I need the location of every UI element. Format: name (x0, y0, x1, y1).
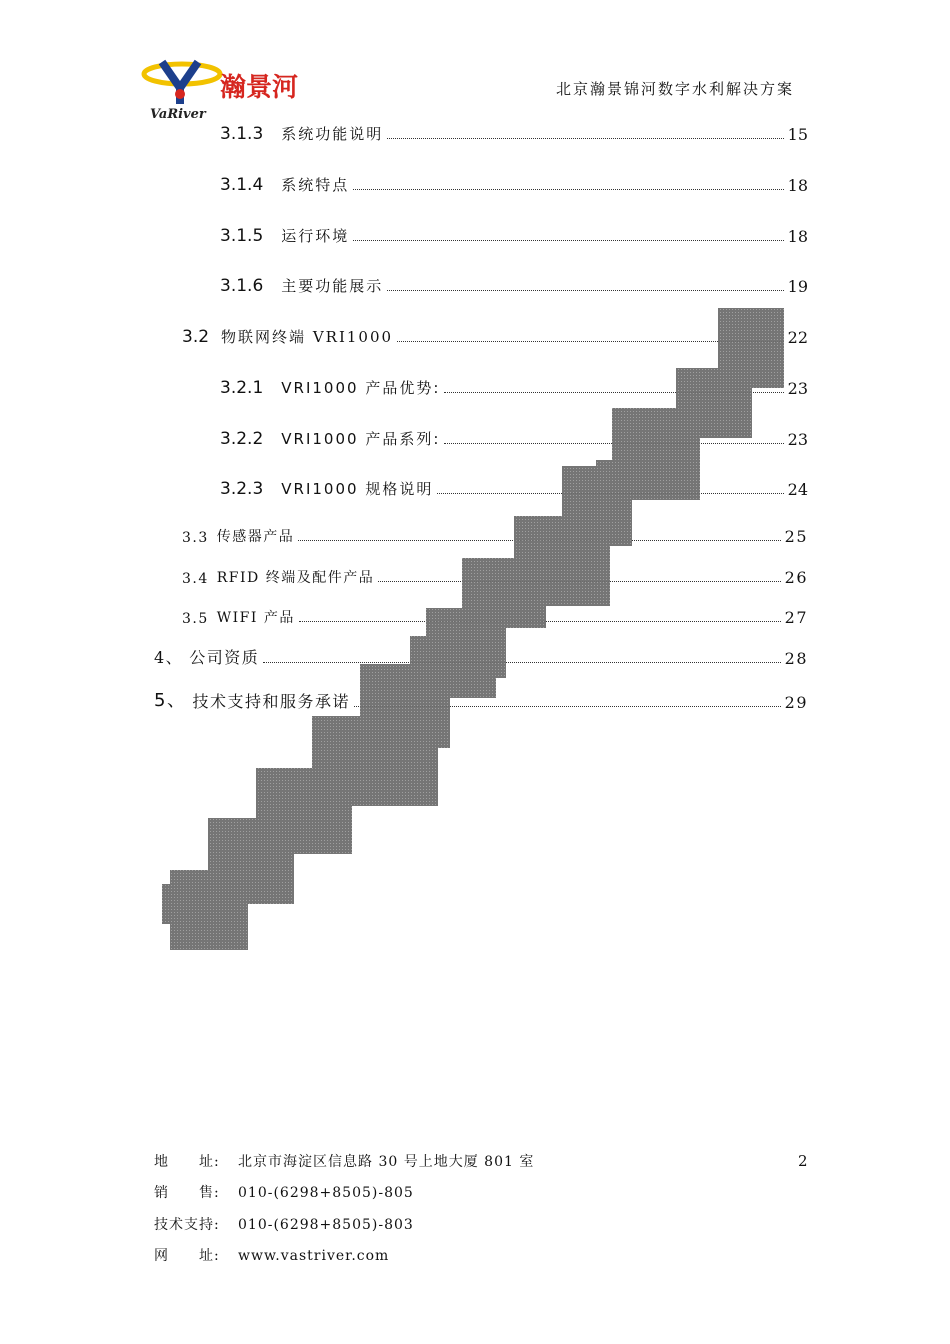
toc-page: 23 (787, 430, 808, 449)
toc-page: 26 (784, 568, 808, 587)
toc-number: 3.2.3 (220, 479, 264, 499)
toc-page: 28 (784, 649, 808, 668)
toc-leader (387, 289, 783, 291)
toc-title: VRI1000 规格说明 (281, 480, 434, 498)
toc-number: 4、 (154, 648, 184, 667)
toc-number: 3.4 (182, 571, 209, 587)
toc-leader (263, 661, 780, 663)
toc-leader (397, 340, 784, 342)
footer-support (154, 1214, 414, 1234)
toc-number: 3.1.6 (220, 276, 264, 296)
toc-number: 3.1.5 (220, 226, 264, 246)
toc-title: WIFI 产品 (216, 610, 295, 626)
toc-entry[interactable] (154, 686, 808, 712)
toc-title: VRI1000 产品系列: (281, 430, 441, 448)
toc-title: 技术支持和服务承诺 (192, 692, 350, 711)
toc-leader (387, 137, 783, 139)
toc-page: 19 (787, 277, 808, 296)
toc-number: 3.1.4 (220, 175, 264, 195)
toc-entry[interactable] (220, 118, 808, 144)
toc-title: 传感器产品 (216, 529, 295, 545)
toc-leader (437, 492, 783, 494)
logo-en-text: VaRiver (150, 107, 206, 122)
toc-page: 24 (787, 480, 808, 499)
footer-label: 销 售: (154, 1185, 220, 1201)
footer-address (154, 1151, 534, 1171)
page-number: 2 (798, 1152, 808, 1170)
footer-label: 地 址: (154, 1154, 220, 1170)
toc-page: 15 (787, 125, 808, 144)
toc-page: 22 (787, 328, 808, 347)
toc-title: 系统特点 (281, 176, 350, 194)
toc-entry[interactable] (220, 473, 808, 499)
company-logo (140, 58, 320, 122)
toc-leader (444, 442, 783, 444)
toc-title: RFID 终端及配件产品 (216, 570, 375, 586)
footer-value: 010-(6298+8505)-803 (238, 1217, 414, 1233)
toc-entry[interactable] (154, 642, 808, 668)
toc-number: 3.2.1 (220, 378, 264, 398)
toc-page: 29 (784, 693, 808, 712)
footer-label: 网 址: (154, 1248, 220, 1264)
toc-leader (444, 391, 783, 393)
toc-leader (353, 188, 783, 190)
toc-entry[interactable] (182, 321, 808, 347)
toc-number: 3.2 (182, 327, 210, 347)
toc-page: 27 (784, 608, 808, 627)
toc-number: 5、 (154, 690, 187, 711)
toc-leader (298, 539, 780, 541)
toc-title: 公司资质 (189, 648, 260, 667)
toc-entry[interactable] (182, 520, 808, 546)
toc-title: VRI1000 产品优势: (281, 379, 441, 397)
toc-leader (299, 620, 781, 622)
footer-label: 技术支持: (154, 1217, 220, 1233)
footer-value: 010-(6298+8505)-805 (238, 1185, 414, 1201)
toc-title: 物联网终端 VRI1000 (221, 328, 394, 346)
website-link[interactable]: www.vastriver.com (238, 1248, 390, 1264)
toc-entry[interactable] (220, 270, 808, 296)
footer-sales (154, 1182, 414, 1202)
toc-page: 23 (787, 379, 808, 398)
toc-number: 3.5 (182, 611, 209, 627)
toc-number: 3.3 (182, 530, 209, 546)
toc-page: 25 (784, 527, 808, 546)
footer-value: 北京市海淀区信息路 30 号上地大厦 801 室 (238, 1154, 535, 1170)
toc-entry[interactable] (220, 372, 808, 398)
toc-leader (378, 580, 780, 582)
toc-number: 3.2.2 (220, 429, 264, 449)
toc-number: 3.1.3 (220, 124, 264, 144)
toc-title: 运行环境 (281, 227, 350, 245)
toc-title: 主要功能展示 (281, 277, 384, 295)
toc-entry[interactable] (220, 169, 808, 195)
toc-page: 18 (787, 227, 808, 246)
toc-entry[interactable] (182, 601, 808, 627)
toc-entry[interactable] (220, 220, 808, 246)
toc-page: 18 (787, 176, 808, 195)
toc-entry[interactable] (220, 423, 808, 449)
logo-cn-text: 瀚景河 (220, 73, 299, 103)
toc-entry[interactable] (182, 561, 808, 587)
toc-leader (354, 705, 781, 707)
toc-title: 系统功能说明 (281, 125, 384, 143)
document-header-title: 北京瀚景锦河数字水利解决方案 (556, 80, 795, 98)
toc-leader (353, 239, 783, 241)
footer-website[interactable] (154, 1245, 389, 1265)
